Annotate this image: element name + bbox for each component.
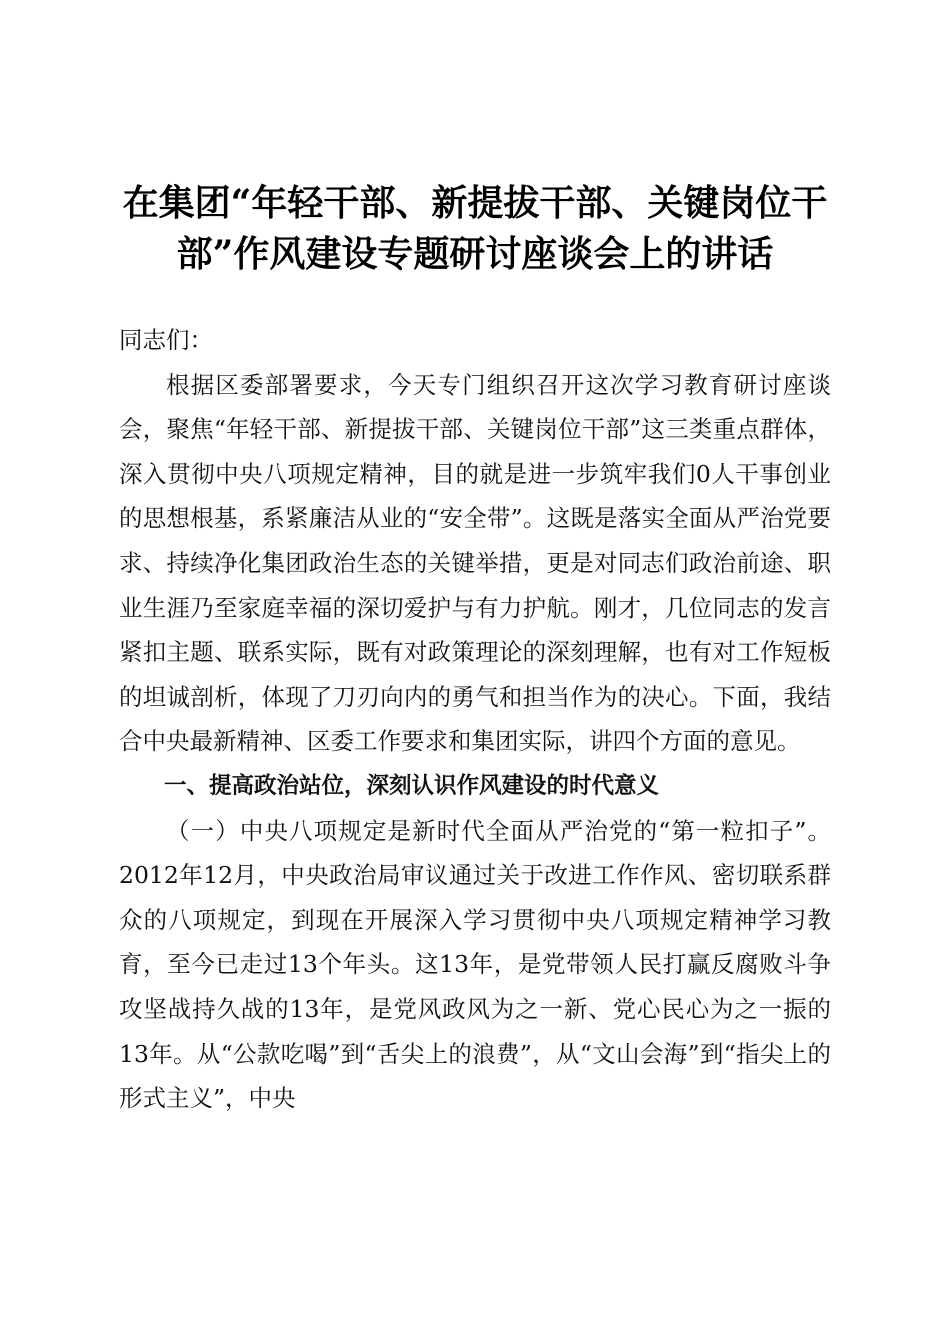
salutation: 同志们：: [119, 326, 213, 354]
document-body: [119, 318, 831, 1121]
section-heading-1: 一、提高政治站位，深刻认识作风建设的时代意义: [164, 772, 660, 799]
document-title: [100, 178, 850, 280]
paragraph-section-1-1: （一）中央八项规定是新时代全面从严治党的“第一粒扣子”。2012年12月，中央政治局审议通过关于改进工作作风、密切联系群众的八项规定，到现在开展深入学习贯彻中央八项规定精神学习教育，至今已走过13个年头。这13年，是党带领人民打赢反腐败斗争攻坚战持久战的13年，是党风政风为之一新、党心民心为之一振的13年。从“公款吃喝”到“舌尖上的浪费”，从“文山会海”到“指尖上的形式主义”，中央: [119, 816, 831, 1113]
title-line-1: 在集团“年轻干部、新提拔干部、关键岗位干: [122, 182, 828, 224]
paragraph-intro: 根据区委部署要求，今天专门组织召开这次学习教育研讨座谈会，聚焦“年轻干部、新提拔干部、关键岗位干部”这三类重点群体，深入贯彻中央八项规定精神，目的就是进一步筑牢我们0人干事创业的思想根基，系紧廉洁从业的“安全带”。这既是落实全面从严治党要求、持续净化集团政治生态的关键举措，更是对同志们政治前途、职业生涯乃至家庭幸福的深切爱护与有力护航。刚才，几位同志的发言紧扣主题、联系实际，既有对政策理论的深刻理解，也有对工作短板的坦诚剖析，体现了刀刃向内的勇气和担当作为的决心。下面，我结合中央最新精神、区委工作要求和集团实际，讲四个方面的意见。: [119, 370, 831, 756]
title-line-2: 部”作风建设专题研讨座谈会上的讲话: [176, 233, 774, 275]
